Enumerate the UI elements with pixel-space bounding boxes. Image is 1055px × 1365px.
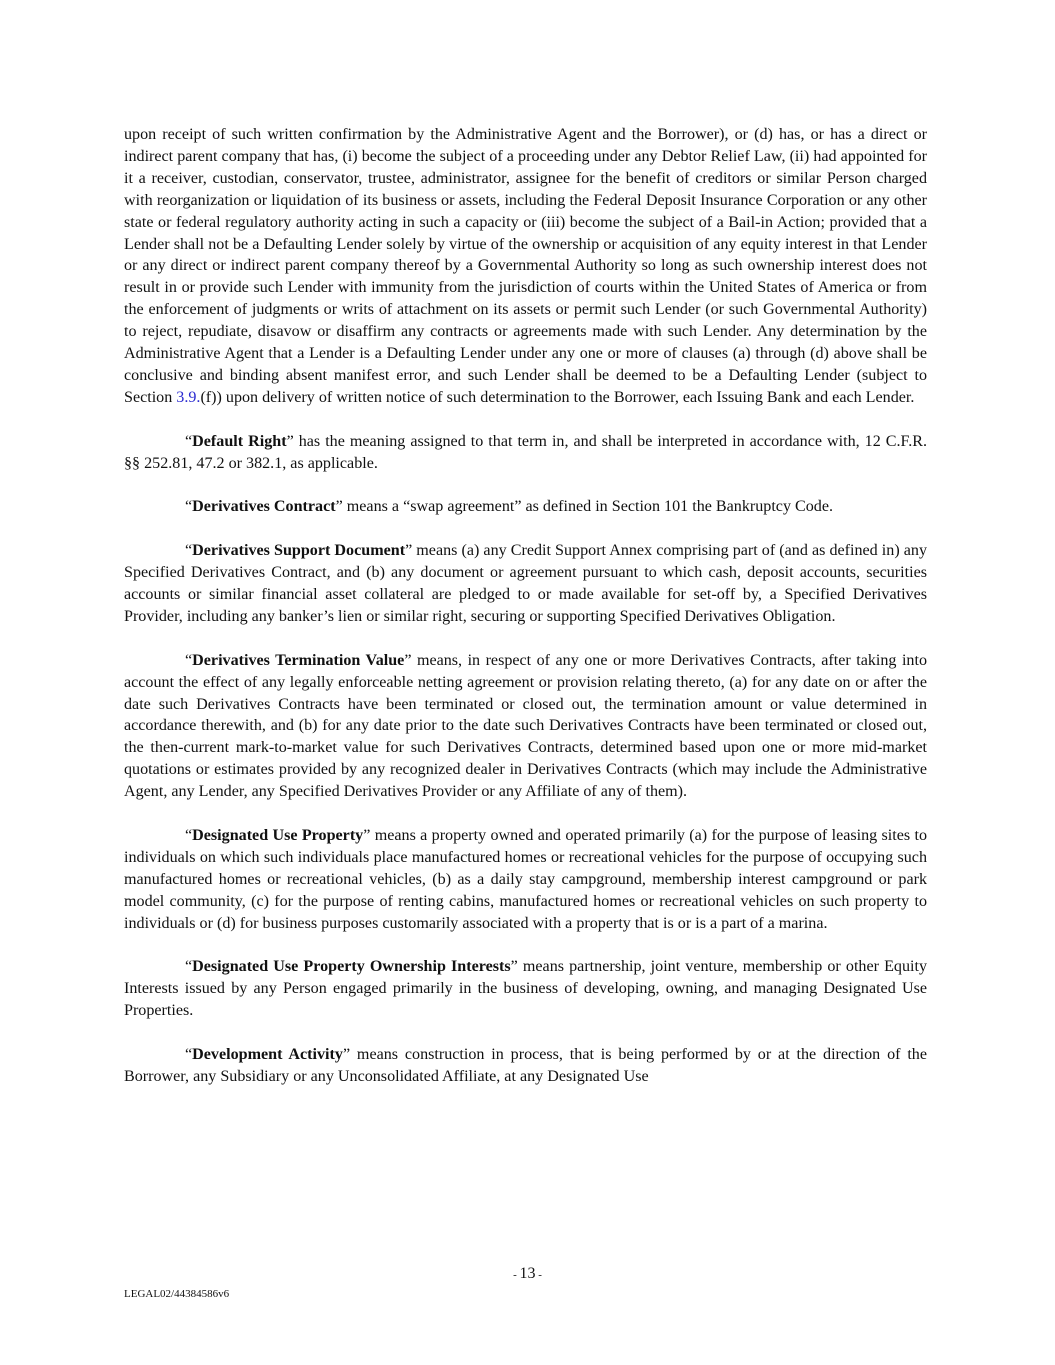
defined-term: Designated Use Property Ownership Interests (192, 958, 511, 976)
definition-text: ” means (a) any Credit Support Annex comprising part of (and as defined in) any Specified Derivatives Contract, and (b) any document or agreement pursuant to which cash, deposit accounts, securities accounts or similar financial asset collateral are pledged to or made available for set-off by, a Specified Derivatives Provider, including any banker’s lien or similar right, securing or supporting Specified Derivatives Obligation. (124, 542, 927, 625)
continuation-text-part2: (f)) upon delivery of written notice of such determination to the Borrower, each Issuing Bank and each Lender. (200, 388, 915, 406)
defined-term: Development Activity (192, 1045, 343, 1063)
definition-derivatives-termination-value (124, 650, 927, 803)
page-number-dash-right: - (535, 1269, 542, 1281)
open-quote: “ (185, 498, 193, 516)
open-quote: “ (185, 826, 193, 844)
defined-term: Default Right (192, 432, 287, 450)
open-quote: “ (185, 651, 193, 669)
open-quote: “ (185, 958, 193, 976)
definition-text: ” has the meaning assigned to that term in, and shall be interpreted in accordance with, 12 C.F.R. §§ 252.81, 47.2 or 382.1, as applicable. (124, 432, 927, 472)
continuation-paragraph (124, 124, 927, 409)
page-number (0, 1265, 1055, 1283)
definition-derivatives-contract (124, 496, 927, 518)
page-number-dash-left: - (513, 1269, 520, 1281)
definition-text: ” means a property owned and operated primarily (a) for the purpose of leasing sites to individuals on which such individuals place manufactured homes or recreational vehicles for the purpose of occupying such manufactured homes or recreational vehicles, (b) as a daily stay campground, membership interest campground or park model community, (c) for the purpose of renting cabins, manufactured homes or recreational vehicles on such property to individuals or (d) for business purposes customarily associated with a property that is or is a part of a marina. (124, 826, 927, 932)
definition-text: ” means partnership, joint venture, membership or other Equity Interests issued by any Person engaged primarily in the business of developing, owning, and managing Designated Use Properties. (124, 958, 927, 1020)
document-page (124, 124, 927, 1088)
defined-term: Derivatives Termination Value (192, 651, 405, 669)
document-id: LEGAL02/44384586v6 (124, 1288, 230, 1300)
defined-term: Derivatives Support Document (192, 542, 406, 560)
definition-default-right (124, 431, 927, 475)
continuation-text-part1: upon receipt of such written confirmation by the Administrative Agent and the Borrower), or (d) has, or has a direct or indirect parent company that has, (i) become the subject of a proceeding under any Debtor Relief Law, (ii) had appointed for it a receiver, custodian, conservator, trustee, administrator, assignee for the benefit of creditors or similar Person charged with reorganization or liquidation of its business or assets, including the Federal Deposit Insurance Corporation or any other state or federal regulatory authority acting in such a capacity or (iii) become the subject of a Bail-in Action; provided that a Lender shall not be a Defaulting Lender solely by virtue of the ownership or acquisition of any equity interest in that Lender or any direct or indirect parent company thereof by a Governmental Authority so long as such ownership interest does not result in or provide such Lender with immunity from the jurisdiction of courts within the United States of America or from the enforcement of judgments or writs of attachment on its assets or permit such Lender (or such Governmental Authority) to reject, repudiate, disavow or disaffirm any contracts or agreements made with such Lender. Any determination by the Administrative Agent that a Lender is a Defaulting Lender under any one or more of clauses (a) through (d) above shall be conclusive and binding absent manifest error, and such Lender shall be deemed to be a Defaulting Lender (subject to Section (124, 126, 927, 406)
section-cross-reference-link[interactable]: 3.9. (176, 388, 201, 406)
definition-text: ” means, in respect of any one or more Derivatives Contracts, after taking into account the effect of any legally enforceable netting agreement or provision relating thereto, (a) for any date on or after the date such Derivatives Contracts have been terminated or closed out, the termination amount or value determined in accordance therewith, and (b) for any date prior to the date such Derivatives Contracts have been terminated or closed out, the then-current mark-to-market value for such Derivatives Contracts, determined based upon one or more mid-market quotations or estimates provided by any recognized dealer in Derivatives Contracts (which may include the Administrative Agent, any Lender, any Specified Derivatives Provider or any Affiliate of any of them). (124, 651, 927, 801)
page-number-value: 13 (519, 1265, 536, 1282)
definition-designated-use-property (124, 825, 927, 935)
open-quote: “ (185, 542, 193, 560)
definition-derivatives-support-document (124, 540, 927, 628)
open-quote: “ (185, 1045, 193, 1063)
definition-text: ” means a “swap agreement” as defined in Section 101 the Bankruptcy Code. (335, 498, 834, 516)
open-quote: “ (185, 432, 193, 450)
definition-designated-use-property-ownership-interests (124, 956, 927, 1022)
definition-development-activity (124, 1044, 927, 1088)
definition-text: ” means construction in process, that is being performed by or at the direction of the Borrower, any Subsidiary or any Unconsolidated Affiliate, at any Designated Use (124, 1045, 927, 1085)
defined-term: Designated Use Property (192, 826, 364, 844)
defined-term: Derivatives Contract (192, 498, 336, 516)
